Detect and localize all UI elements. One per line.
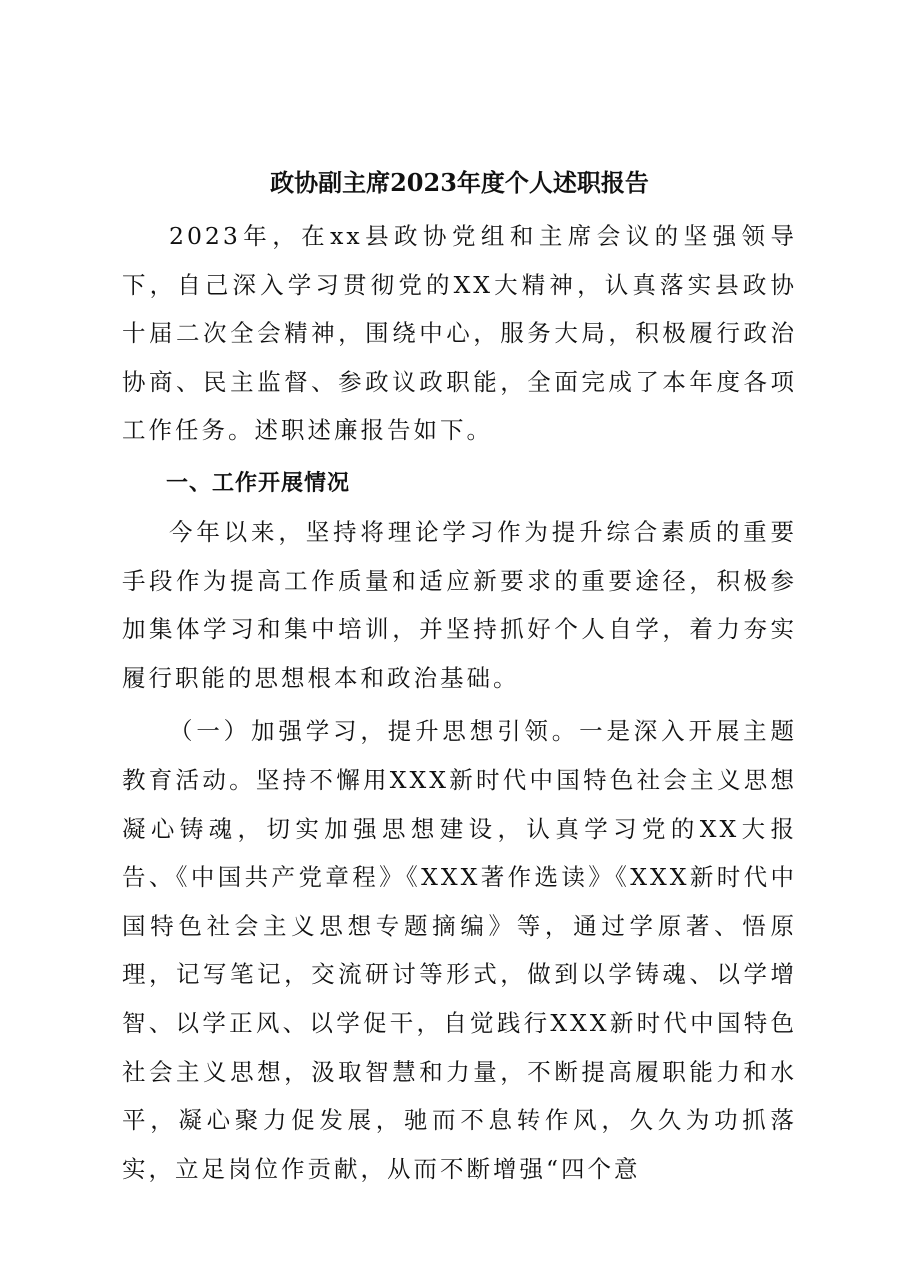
document-body: [122, 160, 797, 1193]
intro-paragraph: 2023年，在xx县政协党组和主席会议的坚强领导下，自己深入学习贯彻党的XX大精神，认真落实县政协十届二次全会精神，围绕中心，服务大局，积极履行政治协商、民主监督、参政议政职能，全面完成了本年度各项工作任务。述职述廉报告如下。: [122, 222, 797, 445]
section-paragraph-study: 今年以来，坚持将理论学习作为提升综合素质的重要手段作为提高工作质量和适应新要求的重要途径，积极参加集体学习和集中培训，并坚持抓好个人自学，着力夯实履行职能的思想根本和政治基础。: [122, 517, 797, 692]
subsection-paragraph-learning: （一）加强学习，提升思想引领。一是深入开展主题教育活动。坚持不懈用XXX新时代中国特色社会主义思想凝心铸魂，切实加强思想建设，认真学习党的XX大报告、《中国共产党章程》《XXX著作选读》《XXX新时代中国特色社会主义思想专题摘编》等，通过学原著、悟原理，记写笔记，交流研讨等形式，做到以学铸魂、以学增智、以学正风、以学促干，自觉践行XXX新时代中国特色社会主义思想，汲取智慧和力量，不断提高履职能力和水平，凝心聚力促发展，驰而不息转作风，久久为功抓落实，立足岗位作贡献，从而不断增强“四个意: [122, 717, 797, 1183]
document-title: 政协副主席2023年度个人述职报告: [270, 168, 649, 197]
section-heading-work: 一、工作开展情况: [166, 470, 351, 496]
